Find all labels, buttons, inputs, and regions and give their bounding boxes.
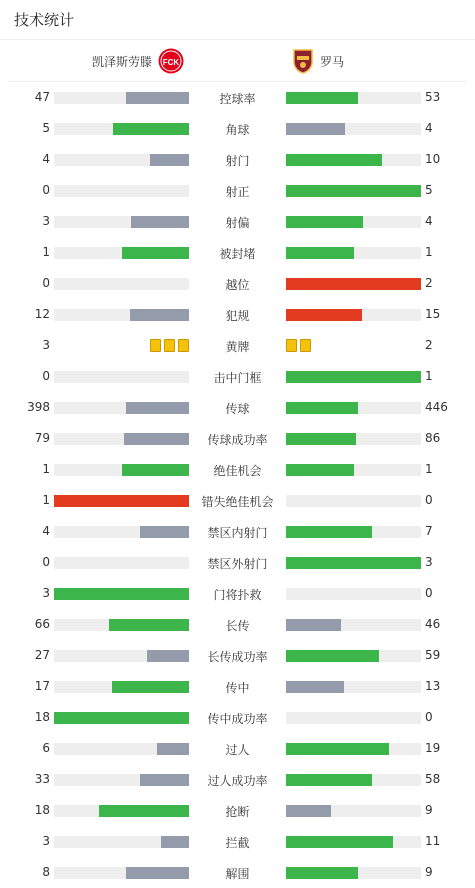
away-bar-fill	[286, 464, 354, 476]
away-value: 19	[425, 741, 441, 755]
away-team[interactable]	[292, 48, 344, 74]
home-value: 18	[34, 803, 50, 817]
away-value: 0	[425, 710, 433, 724]
away-bar	[286, 464, 421, 476]
away-value: 15	[425, 307, 441, 321]
stat-label: 射正	[225, 185, 250, 199]
away-value: 1	[425, 369, 433, 383]
stat-row	[0, 702, 475, 733]
stat-label: 传球	[225, 402, 250, 416]
home-value: 3	[42, 586, 50, 600]
away-bar-fill	[286, 526, 372, 538]
home-bar	[54, 433, 189, 445]
stat-row	[0, 578, 475, 609]
home-bar-fill	[122, 247, 190, 259]
home-bar	[54, 309, 189, 321]
home-bar	[54, 712, 189, 724]
away-bar-fill	[286, 309, 362, 321]
home-value: 5	[42, 121, 50, 135]
away-bar	[286, 371, 421, 383]
away-bar	[286, 867, 421, 879]
home-bar-fill	[126, 402, 189, 414]
stat-row	[0, 454, 475, 485]
stat-row	[0, 795, 475, 826]
home-value: 0	[42, 555, 50, 569]
home-bar-fill	[161, 836, 189, 848]
home-value: 17	[34, 679, 50, 693]
away-bar	[286, 712, 421, 724]
home-team-logo-icon	[158, 48, 184, 74]
stat-label: 击中门框	[213, 371, 262, 385]
away-bar-fill	[286, 371, 421, 383]
away-bar-fill	[286, 402, 358, 414]
away-bar	[286, 433, 421, 445]
stat-row	[0, 330, 475, 361]
yellow-card-icon	[300, 339, 311, 352]
home-bar-fill	[54, 712, 189, 724]
home-value: 0	[42, 276, 50, 290]
home-bar	[54, 619, 189, 631]
stat-row	[0, 206, 475, 237]
home-bar	[54, 557, 189, 569]
home-bar-fill	[54, 495, 189, 507]
home-bar-fill	[131, 216, 189, 228]
stat-row	[0, 857, 475, 888]
yellow-card-icon	[178, 339, 189, 352]
home-bar-fill	[124, 433, 189, 445]
away-bar-fill	[286, 619, 341, 631]
home-value: 27	[34, 648, 50, 662]
away-value: 2	[425, 276, 433, 290]
stat-row	[0, 299, 475, 330]
away-value: 5	[425, 183, 433, 197]
stat-row	[0, 423, 475, 454]
stat-row	[0, 547, 475, 578]
home-bar-fill	[112, 681, 189, 693]
away-bar	[286, 495, 421, 507]
stat-row	[0, 82, 475, 113]
away-bar-fill	[286, 433, 356, 445]
home-value: 8	[42, 865, 50, 879]
home-team[interactable]	[92, 48, 184, 74]
home-bar-fill	[126, 92, 189, 104]
away-bar	[286, 185, 421, 197]
away-bar-fill	[286, 805, 331, 817]
away-value: 2	[425, 338, 433, 352]
stat-row	[0, 640, 475, 671]
home-bar	[54, 154, 189, 166]
home-value: 1	[42, 462, 50, 476]
away-value: 446	[425, 400, 448, 414]
home-value: 1	[42, 245, 50, 259]
away-value: 3	[425, 555, 433, 569]
away-value: 13	[425, 679, 441, 693]
away-bar	[286, 588, 421, 600]
home-value: 398	[27, 400, 50, 414]
away-bar-fill	[286, 836, 393, 848]
home-bar-fill	[109, 619, 189, 631]
stat-label: 控球率	[219, 92, 256, 106]
home-value: 18	[34, 710, 50, 724]
home-value: 79	[34, 431, 50, 445]
away-bar-fill	[286, 123, 345, 135]
home-bar	[54, 464, 189, 476]
stat-label: 越位	[225, 278, 250, 292]
home-bar	[54, 743, 189, 755]
away-bar	[286, 309, 421, 321]
stat-row	[0, 733, 475, 764]
stat-label: 长传成功率	[207, 650, 268, 664]
home-bar	[54, 216, 189, 228]
stat-row	[0, 826, 475, 857]
away-bar-fill	[286, 557, 421, 569]
stat-label: 过人	[225, 743, 250, 757]
away-value: 4	[425, 121, 433, 135]
stat-label: 黄牌	[225, 340, 250, 354]
home-bar	[54, 278, 189, 290]
home-team-name: 凯泽斯劳滕	[91, 54, 152, 69]
home-bar-fill	[147, 650, 189, 662]
away-bar-fill	[286, 216, 363, 228]
away-bar	[286, 247, 421, 259]
away-value: 10	[425, 152, 441, 166]
away-bar	[286, 681, 421, 693]
teams-header	[8, 40, 467, 82]
away-value: 9	[425, 865, 433, 879]
away-bar-fill	[286, 92, 358, 104]
home-bar	[54, 123, 189, 135]
away-bar	[286, 619, 421, 631]
home-value: 66	[34, 617, 50, 631]
stat-row	[0, 361, 475, 392]
away-yellow-cards	[286, 339, 311, 352]
home-value: 6	[42, 741, 50, 755]
stat-label: 禁区内射门	[207, 526, 268, 540]
away-bar-fill	[286, 247, 354, 259]
away-team-name: 罗马	[320, 54, 345, 69]
stat-label: 绝佳机会	[213, 464, 262, 478]
home-bar-fill	[150, 154, 189, 166]
away-bar	[286, 650, 421, 662]
home-value: 3	[42, 338, 50, 352]
stat-label: 解围	[225, 867, 250, 881]
home-value: 47	[34, 90, 50, 104]
home-bar	[54, 588, 189, 600]
away-bar-fill	[286, 867, 358, 879]
away-value: 0	[425, 586, 433, 600]
home-value: 4	[42, 152, 50, 166]
home-bar	[54, 867, 189, 879]
away-bar-fill	[286, 743, 389, 755]
home-value: 3	[42, 834, 50, 848]
stat-label: 射门	[225, 154, 250, 168]
yellow-card-icon	[150, 339, 161, 352]
home-bar	[54, 402, 189, 414]
stat-label: 射偏	[225, 216, 250, 230]
stats-list	[0, 82, 475, 888]
stat-row	[0, 764, 475, 795]
away-value: 0	[425, 493, 433, 507]
away-value: 46	[425, 617, 441, 631]
home-bar	[54, 247, 189, 259]
away-bar	[286, 836, 421, 848]
home-value: 0	[42, 183, 50, 197]
home-bar-fill	[126, 867, 189, 879]
home-bar	[54, 495, 189, 507]
away-bar	[286, 92, 421, 104]
stat-label: 传球成功率	[207, 433, 268, 447]
away-bar	[286, 216, 421, 228]
stat-row	[0, 392, 475, 423]
home-bar	[54, 92, 189, 104]
home-value: 3	[42, 214, 50, 228]
away-bar	[286, 774, 421, 786]
home-bar	[54, 185, 189, 197]
home-value: 12	[34, 307, 50, 321]
away-value: 4	[425, 214, 433, 228]
home-bar	[54, 371, 189, 383]
home-value: 1	[42, 493, 50, 507]
stat-label: 错失绝佳机会	[201, 495, 274, 509]
stat-label: 被封堵	[219, 247, 256, 261]
away-value: 59	[425, 648, 441, 662]
stat-row	[0, 144, 475, 175]
stat-label: 传中	[225, 681, 250, 695]
page-title: 技术统计	[0, 0, 475, 40]
home-bar	[54, 526, 189, 538]
yellow-card-icon	[286, 339, 297, 352]
stat-row	[0, 175, 475, 206]
away-bar	[286, 805, 421, 817]
stat-label: 门将扑救	[213, 588, 262, 602]
yellow-card-icon	[164, 339, 175, 352]
away-bar-fill	[286, 154, 382, 166]
home-value: 0	[42, 369, 50, 383]
away-bar	[286, 402, 421, 414]
stat-row	[0, 485, 475, 516]
away-value: 9	[425, 803, 433, 817]
home-bar	[54, 681, 189, 693]
away-value: 11	[425, 834, 441, 848]
away-bar	[286, 743, 421, 755]
home-bar-fill	[140, 774, 189, 786]
stat-label: 抢断	[225, 805, 250, 819]
stat-row	[0, 609, 475, 640]
stat-row	[0, 516, 475, 547]
away-value: 7	[425, 524, 433, 538]
away-value: 58	[425, 772, 441, 786]
stat-label: 传中成功率	[207, 712, 268, 726]
home-bar-fill	[130, 309, 189, 321]
away-bar-fill	[286, 185, 421, 197]
stat-label: 过人成功率	[207, 774, 268, 788]
home-value: 33	[34, 772, 50, 786]
stat-row	[0, 268, 475, 299]
home-bar-fill	[157, 743, 189, 755]
away-bar	[286, 278, 421, 290]
home-bar-fill	[113, 123, 189, 135]
away-bar	[286, 526, 421, 538]
stat-label: 禁区外射门	[207, 557, 268, 571]
home-bar-fill	[54, 588, 189, 600]
away-bar	[286, 557, 421, 569]
stat-label: 长传	[225, 619, 250, 633]
away-bar-fill	[286, 681, 344, 693]
home-bar-fill	[140, 526, 189, 538]
away-value: 1	[425, 245, 433, 259]
stat-label: 犯规	[225, 309, 250, 323]
stat-row	[0, 113, 475, 144]
home-yellow-cards	[150, 339, 189, 352]
stat-row	[0, 237, 475, 268]
home-bar	[54, 836, 189, 848]
away-bar-fill	[286, 278, 421, 290]
home-logo-text: FCK	[162, 58, 180, 67]
home-bar	[54, 774, 189, 786]
stat-label: 角球	[225, 123, 250, 137]
away-bar-fill	[286, 774, 372, 786]
away-bar-fill	[286, 650, 379, 662]
away-value: 53	[425, 90, 441, 104]
away-team-logo-icon	[292, 48, 314, 74]
away-bar	[286, 123, 421, 135]
home-value: 4	[42, 524, 50, 538]
home-bar-fill	[99, 805, 189, 817]
home-bar-fill	[122, 464, 190, 476]
away-bar	[286, 154, 421, 166]
away-value: 86	[425, 431, 441, 445]
away-value: 1	[425, 462, 433, 476]
stat-row	[0, 671, 475, 702]
home-bar	[54, 650, 189, 662]
stat-label: 拦截	[225, 836, 250, 850]
home-bar	[54, 805, 189, 817]
